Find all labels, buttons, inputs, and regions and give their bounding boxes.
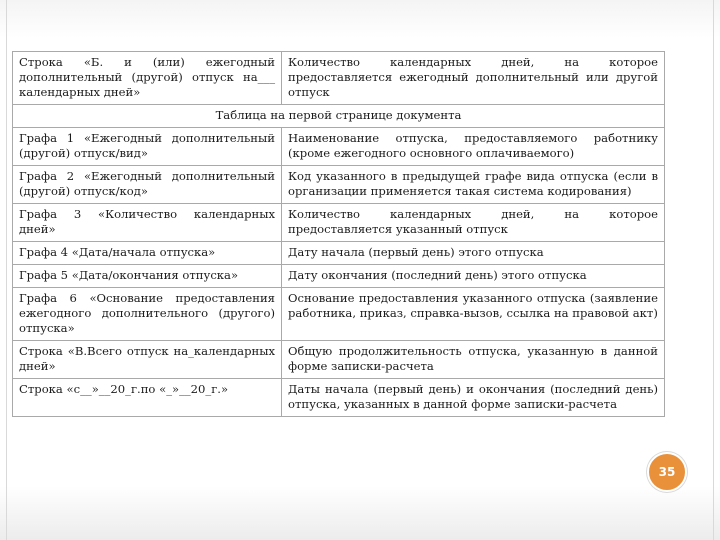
table-row [13,288,665,341]
document-table [12,51,665,417]
table-row [13,128,665,166]
table-cell-field: Графа 6 «Основание предоставления ежегодного дополнительного (другого) отпуска» [13,288,282,341]
slide-bottom-band [0,486,720,540]
table-row [13,52,665,105]
table-row [13,265,665,288]
table-cell-description: Количество календарных дней, на которое предоставляется ежегодный дополнительный или другой отпуск [282,52,665,105]
table-cell-description: Общую продолжительность отпуска, указанную в данной форме записки-расчета [282,341,665,379]
table-cell-description: Дату начала (первый день) этого отпуска [282,242,665,265]
page-number-badge: 35 [647,452,687,492]
table-cell-field: Графа 4 «Дата/начала отпуска» [13,242,282,265]
table-cell-description: Наименование отпуска, предоставляемого работнику (кроме ежегодного основного оплачиваемого) [282,128,665,166]
table-cell-description: Основание предоставления указанного отпуска (заявление работника, приказ, справка-вызов, ссылка на правовой акт) [282,288,665,341]
table-cell-field: Графа 5 «Дата/окончания отпуска» [13,265,282,288]
table-section-row [13,105,665,128]
table-cell-field: Графа 3 «Количество календарных дней» [13,204,282,242]
table-cell-field: Графа 2 «Ежегодный дополнительный (другой) отпуск/код» [13,166,282,204]
table-cell-description: Количество календарных дней, на которое предоставляется указанный отпуск [282,204,665,242]
slide-top-band [0,0,720,38]
table-section-heading: Таблица на первой странице документа [13,105,665,128]
table-row [13,341,665,379]
table-row [13,242,665,265]
slide-left-rule [6,0,7,540]
table-cell-description: Даты начала (первый день) и окончания (последний день) отпуска, указанных в данной форме записки-расчета [282,379,665,417]
table-cell-field: Строка «В.Всего отпуск на_календарных дней» [13,341,282,379]
table-cell-description: Дату окончания (последний день) этого отпуска [282,265,665,288]
table-row [13,204,665,242]
table-row [13,379,665,417]
slide-right-rule [713,0,714,540]
table-cell-field: Строка «с__»__20_г.по «_»__20_г.» [13,379,282,417]
table-row [13,166,665,204]
table-cell-field: Строка «Б. и (или) ежегодный дополнительный (другой) отпуск на___ календарных дней» [13,52,282,105]
table-cell-description: Код указанного в предыдущей графе вида отпуска (если в организации применяется такая система кодирования) [282,166,665,204]
table-cell-field: Графа 1 «Ежегодный дополнительный (другой) отпуск/вид» [13,128,282,166]
